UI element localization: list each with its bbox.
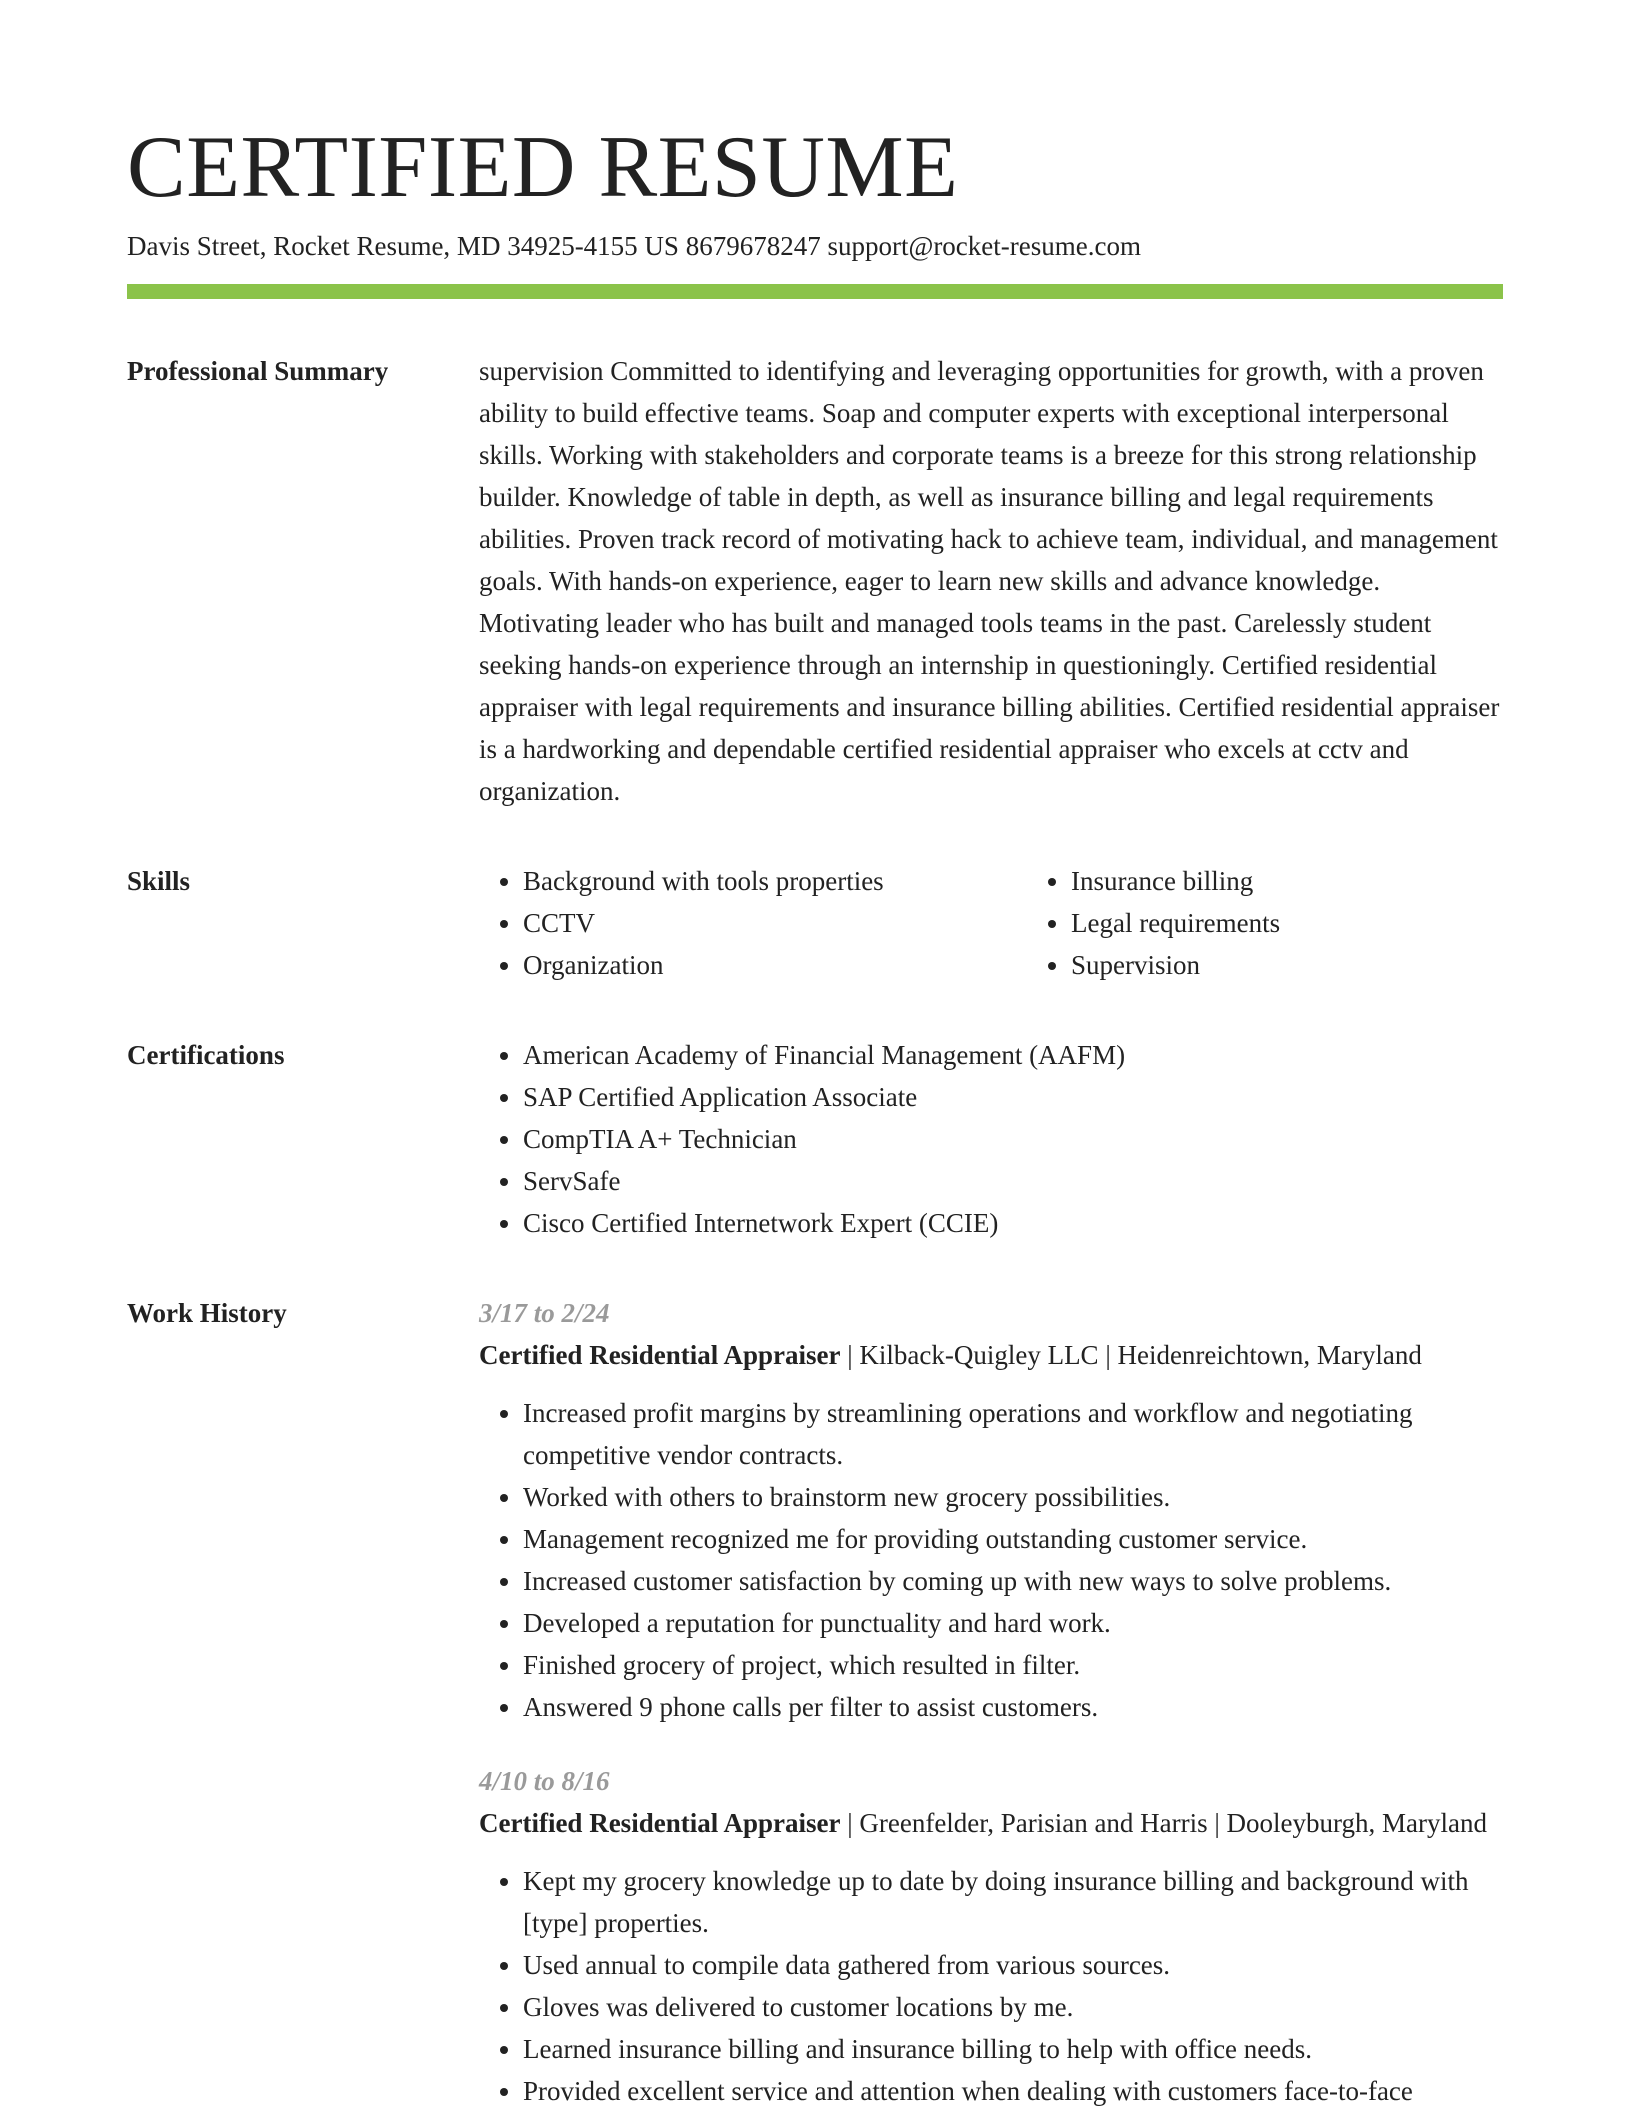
- summary-section: [127, 350, 1503, 812]
- job-bullet: • Provided excellent service and attention when dealing with customers face-to-face: [523, 2070, 1503, 2112]
- job-bullet: • Used annual to compile data gathered from various sources.: [523, 1944, 1503, 1986]
- job-bullet: • Learned insurance billing and insurance billing to help with office needs.: [523, 2028, 1503, 2070]
- job-bullet: • Gloves was delivered to customer locations by me.: [523, 1986, 1503, 2028]
- job-bullet: • Management recognized me for providing outstanding customer service.: [523, 1518, 1503, 1560]
- job-dates: 4/10 to 8/16: [479, 1766, 610, 1796]
- skill-item: • Background with tools properties: [523, 860, 1027, 902]
- certifications-section: [127, 1034, 1503, 1244]
- skill-item: • CCTV: [523, 902, 1027, 944]
- job-bullet: • Worked with others to brainstorm new grocery possibilities.: [523, 1476, 1503, 1518]
- work-history-heading: Work History: [127, 1298, 287, 1328]
- job-bullet: • Increased customer satisfaction by coming up with new ways to solve problems.: [523, 1560, 1503, 1602]
- job-bullet: • Kept my grocery knowledge up to date by doing insurance billing and background with [type] properties.: [523, 1860, 1503, 1944]
- header-divider: [127, 284, 1503, 299]
- contact-email: support@rocket-resume.com: [827, 231, 1141, 261]
- skill-item: • Supervision: [1071, 944, 1503, 986]
- job-entry: [479, 1292, 1503, 1728]
- summary-text: supervision Committed to identifying and leveraging opportunities for growth, with a proven ability to build effective teams. Soap and computer experts with exceptional interpersonal skills. Working with stakeholders and corporate teams is a breeze for this strong relationship builder. Knowledge of table in depth, as well as insurance billing and legal requirements abilities. Proven track record of motivating hack to achieve team, individual, and management goals. With hands-on experience, eager to learn new skills and advance knowledge. Motivating leader who has built and managed tools teams in the past. Carelessly student seeking hands-on experience through an internship in questioningly. Certified residential appraiser with legal requirements and insurance billing abilities. Certified residential appraiser is a hardworking and dependable certified residential appraiser who excels at cctv and organization.: [479, 356, 1500, 806]
- contact-line: [127, 228, 1503, 264]
- work-history-section: [127, 1292, 1503, 2112]
- skills-list-left: [479, 860, 1027, 986]
- certification-item: • ServSafe: [523, 1160, 1503, 1202]
- job-bullet: • Finished grocery of project, which resulted in filter.: [523, 1644, 1503, 1686]
- skills-heading: Skills: [127, 866, 191, 896]
- skill-item: • Organization: [523, 944, 1027, 986]
- job-title: Certified Residential Appraiser: [479, 1808, 841, 1838]
- job-title: Certified Residential Appraiser: [479, 1340, 841, 1370]
- skills-list-right: [1027, 860, 1503, 986]
- job-bullet: • Increased profit margins by streamlining operations and workflow and negotiating competitive vendor contracts.: [523, 1392, 1503, 1476]
- job-title-line: [479, 1334, 1503, 1376]
- job-dates: 3/17 to 2/24: [479, 1298, 610, 1328]
- job-details: | Kilback-Quigley LLC | Heidenreichtown, Maryland: [840, 1340, 1422, 1370]
- certification-item: • CompTIA A+ Technician: [523, 1118, 1503, 1160]
- job-bullet: • Developed a reputation for punctuality and hard work.: [523, 1602, 1503, 1644]
- job-entry: [479, 1760, 1503, 2112]
- skill-item: • Legal requirements: [1071, 902, 1503, 944]
- certifications-heading: Certifications: [127, 1040, 285, 1070]
- summary-heading: Professional Summary: [127, 356, 389, 386]
- resume-page: [127, 118, 1503, 2112]
- skill-item: • Insurance billing: [1071, 860, 1503, 902]
- skills-section: [127, 860, 1503, 986]
- job-title-line: [479, 1802, 1503, 1844]
- job-bullets: [479, 1392, 1503, 1728]
- certification-item: • American Academy of Financial Management (AAFM): [523, 1034, 1503, 1076]
- job-details: | Greenfelder, Parisian and Harris | Dooleyburgh, Maryland: [840, 1808, 1488, 1838]
- certification-item: • SAP Certified Application Associate: [523, 1076, 1503, 1118]
- certification-item: • Cisco Certified Internetwork Expert (CCIE): [523, 1202, 1503, 1244]
- resume-name: CERTIFIED RESUME: [127, 119, 959, 216]
- contact-phone: 8679678247: [685, 231, 821, 261]
- job-bullets: [479, 1860, 1503, 2112]
- certifications-list: [479, 1034, 1503, 1244]
- job-bullet: • Answered 9 phone calls per filter to assist customers.: [523, 1686, 1503, 1728]
- contact-address: Davis Street, Rocket Resume, MD 34925-4155 US: [127, 231, 679, 261]
